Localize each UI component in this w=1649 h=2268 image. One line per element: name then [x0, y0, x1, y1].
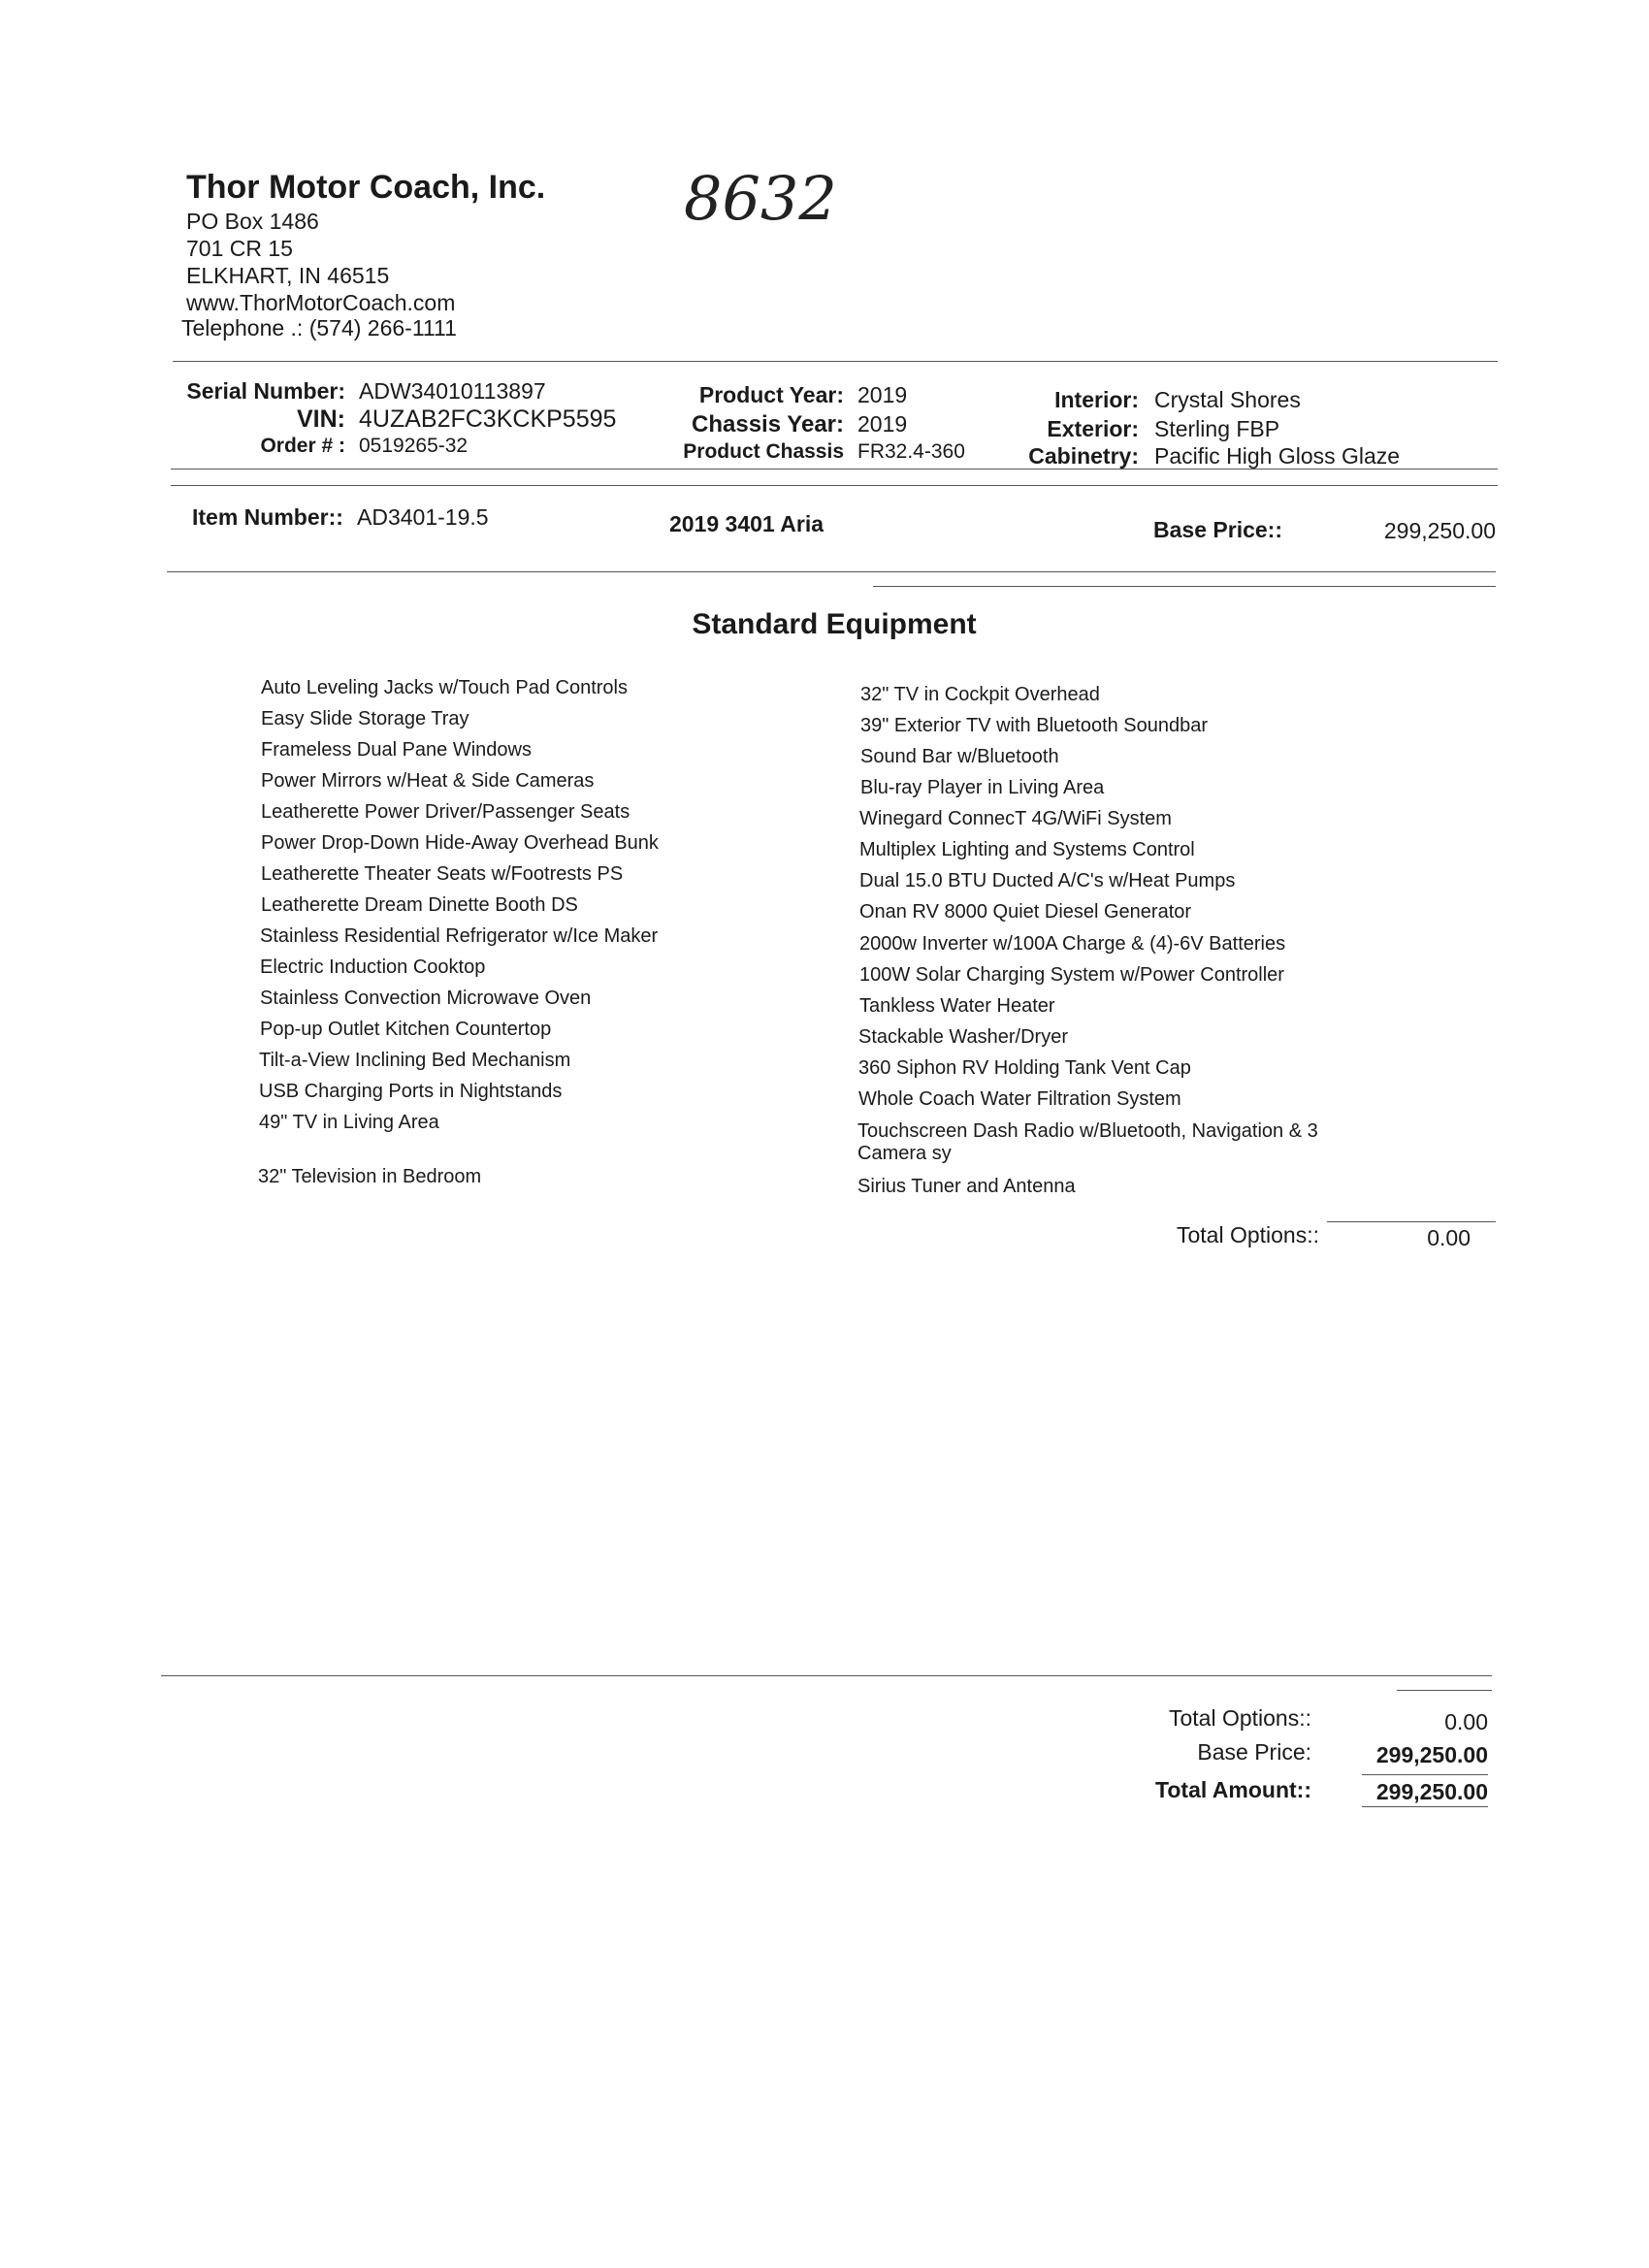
- list-item: Whole Coach Water Filtration System: [858, 1088, 1181, 1110]
- company-city: ELKHART, IN 46515: [186, 263, 390, 288]
- divider: [161, 1675, 1492, 1676]
- divider: [1397, 1690, 1492, 1691]
- company-website: www.ThorMotorCoach.com: [186, 290, 456, 315]
- company-name: Thor Motor Coach, Inc.: [186, 169, 546, 206]
- list-item: Easy Slide Storage Tray: [261, 708, 469, 729]
- product-chassis-label: Product Chassis: [683, 440, 844, 463]
- list-item: Leatherette Power Driver/Passenger Seats: [261, 801, 630, 823]
- divider: [1362, 1774, 1488, 1775]
- item-number-label: Item Number::: [192, 504, 343, 530]
- list-item: Sound Bar w/Bluetooth: [860, 746, 1059, 767]
- summary-total-amount-label: Total Amount::: [1155, 1777, 1311, 1802]
- product-year-label: Product Year:: [698, 382, 844, 407]
- product-year-value: 2019: [857, 382, 908, 407]
- divider: [873, 586, 1496, 587]
- interior-value: Crystal Shores: [1154, 387, 1301, 412]
- list-item: USB Charging Ports in Nightstands: [259, 1081, 563, 1102]
- list-item: Power Drop-Down Hide-Away Overhead Bunk: [261, 832, 659, 854]
- list-item: 360 Siphon RV Holding Tank Vent Cap: [858, 1057, 1191, 1079]
- base-price-label: Base Price::: [1153, 517, 1282, 542]
- list-item: Stainless Residential Refrigerator w/Ice Maker: [260, 925, 659, 947]
- list-item: Multiplex Lighting and Systems Control: [859, 839, 1195, 860]
- divider: [1362, 1806, 1488, 1807]
- chassis-year-label: Chassis Year:: [692, 411, 844, 437]
- divider: [167, 571, 1496, 572]
- list-item: Frameless Dual Pane Windows: [261, 739, 532, 761]
- list-item: Onan RV 8000 Quiet Diesel Generator: [859, 901, 1192, 923]
- cabinetry-label: Cabinetry:: [1028, 443, 1139, 469]
- interior-label: Interior:: [1054, 387, 1139, 412]
- list-item: Electric Induction Cooktop: [260, 956, 486, 978]
- vin-value: 4UZAB2FC3KCKP5595: [359, 405, 617, 433]
- list-item: 100W Solar Charging System w/Power Controller: [859, 964, 1284, 986]
- summary-options-value: 0.00: [1444, 1709, 1488, 1734]
- section-total-options-value: 0.00: [1427, 1225, 1471, 1250]
- divider: [173, 361, 1498, 362]
- divider: [171, 469, 1498, 470]
- list-item: Winegard ConnecT 4G/WiFi System: [859, 808, 1172, 829]
- serial-value: ADW34010113897: [359, 378, 546, 404]
- order-value: 0519265-32: [359, 435, 469, 457]
- company-street: 701 CR 15: [186, 236, 293, 261]
- list-item: Leatherette Dream Dinette Booth DS: [261, 894, 578, 916]
- summary-base-price-label: Base Price:: [1197, 1739, 1311, 1765]
- divider: [171, 485, 1498, 486]
- list-item: 2000w Inverter w/100A Charge & (4)-6V Batteries: [859, 933, 1286, 955]
- list-item: Pop-up Outlet Kitchen Countertop: [260, 1019, 552, 1040]
- list-item: Blu-ray Player in Living Area: [860, 777, 1105, 798]
- list-item: Leatherette Theater Seats w/Footrests PS: [261, 863, 624, 885]
- handwritten-note: 8632: [684, 163, 837, 234]
- list-item: 39" Exterior TV with Bluetooth Soundbar: [860, 715, 1209, 736]
- list-item: Touchscreen Dash Radio w/Bluetooth, Navigation & 3 Camera sy: [857, 1120, 1318, 1164]
- list-item: Stainless Convection Microwave Oven: [260, 988, 592, 1009]
- list-item: Tankless Water Heater: [859, 995, 1055, 1017]
- item-model: 2019 3401 Aria: [669, 511, 824, 536]
- list-item: 32" TV in Cockpit Overhead: [860, 684, 1100, 705]
- chassis-year-value: 2019: [857, 411, 908, 437]
- list-item: Stackable Washer/Dryer: [858, 1026, 1068, 1048]
- list-item: 49" TV in Living Area: [259, 1112, 439, 1133]
- section-total-options-label: Total Options::: [1176, 1222, 1319, 1247]
- list-item: Tilt-a-View Inclining Bed Mechanism: [259, 1050, 571, 1071]
- cabinetry-value: Pacific High Gloss Glaze: [1154, 443, 1401, 469]
- list-item: 32" Television in Bedroom: [258, 1166, 482, 1187]
- item-number-value: AD3401-19.5: [357, 504, 489, 530]
- list-item: Power Mirrors w/Heat & Side Cameras: [261, 770, 595, 792]
- vin-label: VIN:: [297, 405, 345, 433]
- exterior-value: Sterling FBP: [1154, 416, 1280, 441]
- list-item: Dual 15.0 BTU Ducted A/C's w/Heat Pumps: [859, 870, 1236, 891]
- product-chassis-value: FR32.4-360: [857, 440, 965, 463]
- serial-label: Serial Number:: [186, 378, 345, 404]
- company-po-box: PO Box 1486: [186, 209, 319, 234]
- section-title: Standard Equipment: [692, 608, 977, 640]
- base-price-value: 299,250.00: [1383, 518, 1496, 543]
- order-label: Order # :: [260, 435, 345, 457]
- company-telephone: Telephone .: (574) 266-1111: [181, 315, 457, 340]
- divider: [1327, 1221, 1496, 1222]
- summary-base-price-value: 299,250.00: [1375, 1742, 1488, 1767]
- exterior-label: Exterior:: [1047, 416, 1139, 441]
- list-item: Auto Leveling Jacks w/Touch Pad Controls: [261, 677, 628, 698]
- summary-total-amount-value: 299,250.00: [1375, 1779, 1488, 1804]
- summary-options-label: Total Options::: [1168, 1705, 1311, 1731]
- list-item: Sirius Tuner and Antenna: [857, 1176, 1076, 1197]
